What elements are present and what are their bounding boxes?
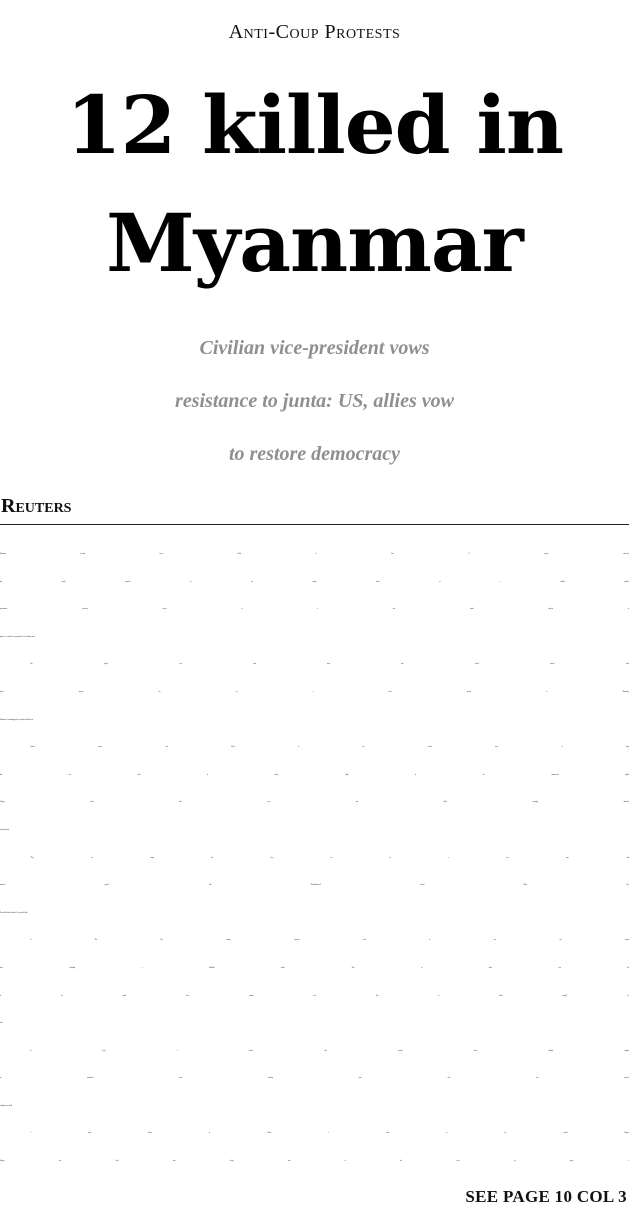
body-line: shot, including a Buddhist monk. “One of them was hit xyxy=(0,967,629,969)
body-line: and two died in police firing in the commercial capital xyxy=(0,774,629,776)
body-paragraph xyxy=(0,1038,629,1121)
body-line: Another person was killed in the central town of Pyay xyxy=(30,747,629,749)
deck-line: resistance to junta: US, allies vow xyxy=(175,390,454,412)
body-paragraph xyxy=(0,651,629,734)
body-paragraph xyxy=(0,1120,629,1175)
continuation-jump: SEE PAGE 10 COL 3 xyxy=(465,1187,627,1206)
body-line: leading to one death. xyxy=(0,1105,13,1107)
body-paragraph xyxy=(0,541,629,651)
deck-line: to restore democracy xyxy=(228,443,401,465)
body-line: Myanmar’s second-biggest city, witnesses told Reuters. xyxy=(0,719,34,721)
body-line: In Pyay, a witness said security forces initially stopped xyxy=(30,1050,629,1052)
article-body xyxy=(0,541,629,1176)
body-paragraph xyxy=(0,734,629,844)
body-line: media reported. xyxy=(0,829,10,831)
section-kicker: Anti-Coup Protests xyxy=(228,21,401,43)
body-line: Myanmar security forces killed at least 12 people, witnesses xyxy=(0,554,629,555)
body-line: said. xyxy=(0,1023,3,1025)
body-line: Yangon, where three were also killed overnight, domestic xyxy=(0,802,629,804)
body-line: in the pubic bone, another was shot to death terribly,” he xyxy=(0,995,629,997)
body-line: government yesterday vowed in a first public address to xyxy=(0,609,629,611)
byline-divider xyxy=(0,524,629,525)
body-line: He said the dead included a 13-year-old child. xyxy=(0,912,28,914)
body-line: police opened fire on a sit-in protest in Mandalay, xyxy=(0,691,629,693)
headline xyxy=(0,66,629,302)
body-line: pursue a “revolution” to overturn the Feb 1 military coup. xyxy=(0,636,35,638)
body-line: and media reported, as the acting leader of a civilian parallel xyxy=(0,581,629,583)
body-line: Region, also died after being shot in the chest by police, a xyxy=(0,1161,629,1163)
body-line: unarmed people,” said Mandalay-based activist Myat Thu. xyxy=(0,885,629,887)
byline: Reuters xyxy=(1,495,72,517)
body-line: Five people were shot dead and several injured when xyxy=(30,664,629,666)
subheadline-deck xyxy=(0,322,629,481)
body-line: “They are acting like they are in a war zone, with xyxy=(30,857,629,859)
headline-line: Myanmar xyxy=(106,196,523,290)
body-paragraph xyxy=(0,927,629,1037)
body-line: an ambulance from reaching those who were injured, xyxy=(0,1078,629,1080)
body-paragraph xyxy=(0,845,629,928)
body-line: Si Thu Tun, another protester, said he saw two people xyxy=(30,940,629,942)
deck-line: Civilian vice-president vows xyxy=(199,337,430,359)
body-line: A truck driver in Chauk, a town in the central Magwe xyxy=(30,1133,629,1135)
headline-line: 12 killed in xyxy=(65,78,564,172)
